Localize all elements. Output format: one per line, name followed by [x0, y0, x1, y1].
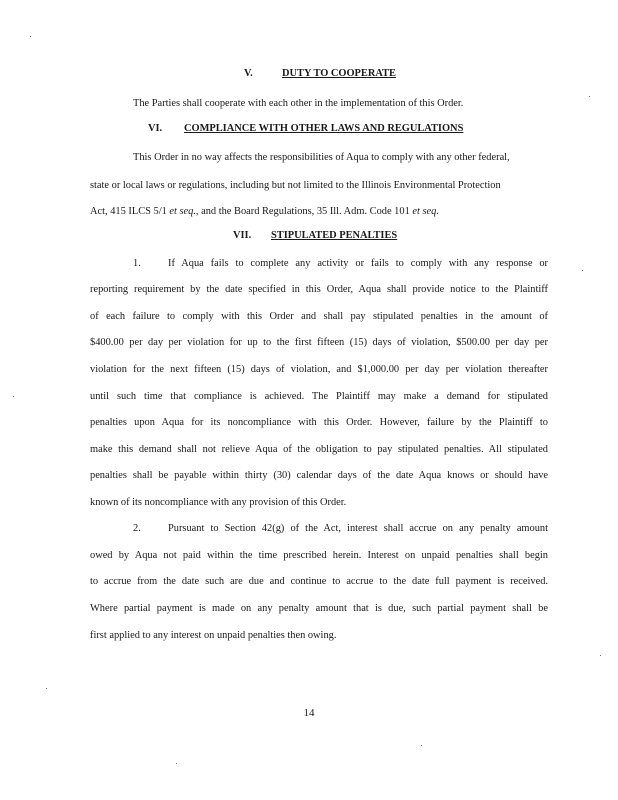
- paragraph-line: of each failure to comply with this Order and shall pay stipulated penalties in the amount of: [90, 311, 548, 322]
- paragraph-line: make this demand shall not relieve Aqua of the obligation to pay stipulated penalties. All stipulated: [90, 444, 548, 455]
- paragraph-line: owed by Aqua not paid within the time prescribed herein. Interest on unpaid penalties shall begin: [90, 550, 548, 561]
- paragraph-line: violation for the next fifteen (15) days of violation, and $1,000.00 per day per violation thereafter: [90, 364, 548, 375]
- scan-speck: [46, 688, 47, 689]
- citation-italic: et seq.: [412, 206, 439, 217]
- scan-speck: [421, 745, 422, 746]
- citation-text: Act, 415 ILCS 5/1: [90, 206, 170, 217]
- paragraph-line: first applied to any interest on unpaid penalties then owing.: [90, 630, 337, 641]
- paragraph-line: If Aqua fails to complete any activity or fails to comply with any response or: [168, 258, 548, 269]
- paragraph-line: until such time that compliance is achieved. The Plaintiff may make a demand for stipulated: [90, 391, 548, 402]
- section-number: V.: [244, 68, 253, 79]
- paragraph-line: known of its noncompliance with any provision of this Order.: [90, 497, 347, 508]
- compliance-line-citation: [90, 206, 439, 217]
- section-title: COMPLIANCE WITH OTHER LAWS AND REGULATIONS: [184, 123, 464, 134]
- paragraph-line: penalties shall be payable within thirty (30) calendar days of the date Aqua knows or should have: [90, 470, 548, 481]
- section-number: VII.: [233, 230, 252, 241]
- compliance-line: state or local laws or regulations, including but not limited to the Illinois Environmental Protection: [90, 180, 501, 191]
- paragraph-line: to accrue from the date such are due and continue to accrue to the date full payment is received.: [90, 576, 548, 587]
- paragraph-line: $400.00 per day per violation for up to the first fifteen (15) days of violation, $500.00 per day per: [90, 337, 548, 348]
- section-number: VI.: [148, 123, 163, 134]
- section-title: STIPULATED PENALTIES: [271, 230, 398, 241]
- scan-speck: [176, 763, 177, 764]
- page-number: 14: [303, 707, 315, 719]
- scan-speck: [13, 396, 14, 397]
- scan-speck: [600, 655, 601, 656]
- paragraph-line: Where partial payment is made on any penalty amount that is due, such partial payment shall be: [90, 603, 548, 614]
- compliance-line: This Order in no way affects the responsibilities of Aqua to comply with any other federal,: [133, 152, 510, 163]
- section-title: DUTY TO COOPERATE: [282, 68, 396, 79]
- section-heading-vii: [233, 230, 397, 241]
- section-heading-vi: [148, 123, 463, 134]
- scan-speck: [589, 96, 590, 97]
- citation-italic: et seq.: [169, 206, 196, 217]
- paragraph-line: Pursuant to Section 42(g) of the Act, interest shall accrue on any penalty amount: [168, 523, 548, 534]
- scan-speck: [582, 270, 583, 271]
- paragraph-marker: 2.: [133, 523, 141, 534]
- paragraph-line: reporting requirement by the date specified in this Order, Aqua shall provide notice to the Plaintiff: [90, 284, 548, 295]
- scan-speck: [30, 36, 31, 37]
- paragraph-marker: 1.: [133, 258, 141, 269]
- paragraph-line: penalties upon Aqua for its noncompliance with this Order. However, failure by the Plaintiff to: [90, 417, 548, 428]
- section-heading-v: [244, 68, 396, 79]
- cooperate-text: The Parties shall cooperate with each other in the implementation of this Order.: [133, 98, 464, 109]
- citation-text: , and the Board Regulations, 35 Ill. Adm. Code 101: [195, 206, 413, 217]
